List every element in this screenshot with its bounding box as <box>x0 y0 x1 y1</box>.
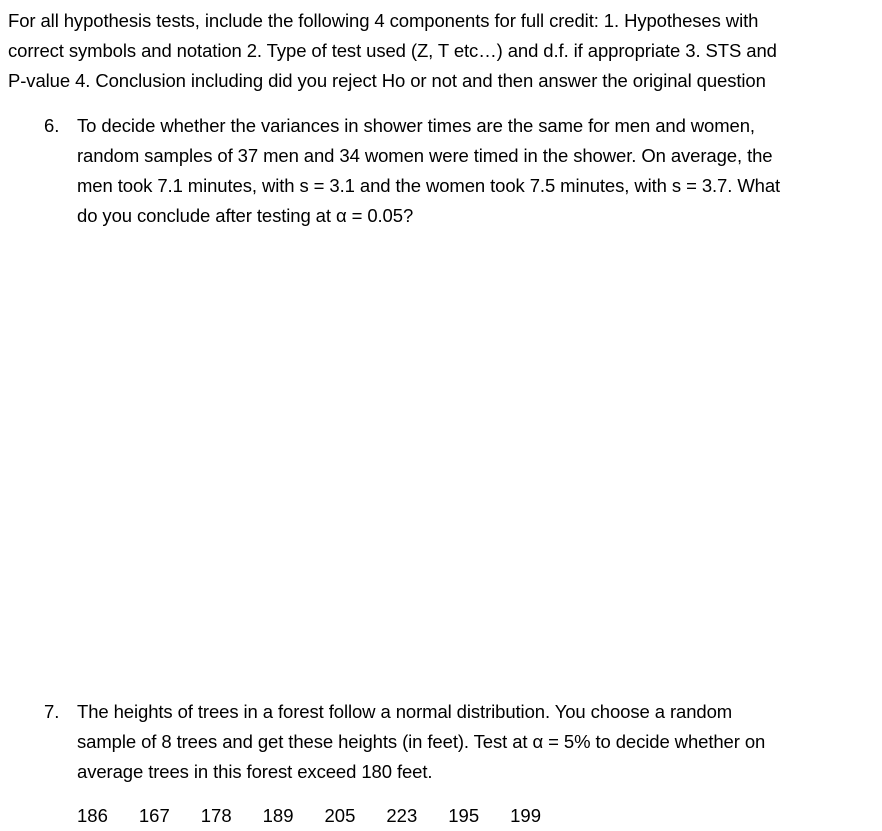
question-6-line-3: men took 7.1 minutes, with s = 3.1 and the women took 7.5 minutes, with s = 3.7. What <box>77 175 781 196</box>
tree-height-value: 189 <box>262 805 294 826</box>
question-7-line-2: sample of 8 trees and get these heights (in feet). Test at α = 5% to decide whether on <box>77 731 766 752</box>
question-7-line-1: The heights of trees in a forest follow a normal distribution. You choose a random <box>77 701 733 722</box>
tree-height-value: 178 <box>200 805 232 826</box>
question-7-line-3: average trees in this forest exceed 180 feet. <box>77 761 433 782</box>
tree-height-value: 186 <box>77 805 108 826</box>
question-7-text <box>77 697 765 787</box>
instructions-line-2: correct symbols and notation 2. Type of test used (Z, T etc…) and d.f. if appropriate 3. STS and <box>8 40 777 61</box>
question-6-number: 6. <box>44 115 60 136</box>
instructions-line-1: For all hypothesis tests, include the following 4 components for full credit: 1. Hypotheses with <box>8 10 759 31</box>
tree-height-value: 199 <box>510 805 541 826</box>
question-7-number: 7. <box>44 701 60 722</box>
question-6-line-4: do you conclude after testing at α = 0.05? <box>77 205 414 226</box>
instructions-line-3: P-value 4. Conclusion including did you reject Ho or not and then answer the original question <box>8 70 766 91</box>
tree-height-value: 195 <box>448 805 480 826</box>
question-6-text <box>77 111 780 231</box>
instructions-paragraph <box>8 6 880 96</box>
tree-height-value: 223 <box>386 805 418 826</box>
question-6-line-2: random samples of 37 men and 34 women were timed in the shower. On average, the <box>77 145 773 166</box>
tree-height-value: 205 <box>324 805 356 826</box>
tree-heights-list <box>77 801 572 831</box>
tree-height-value: 167 <box>138 805 170 826</box>
question-6-line-1: To decide whether the variances in shower times are the same for men and women, <box>77 115 755 136</box>
